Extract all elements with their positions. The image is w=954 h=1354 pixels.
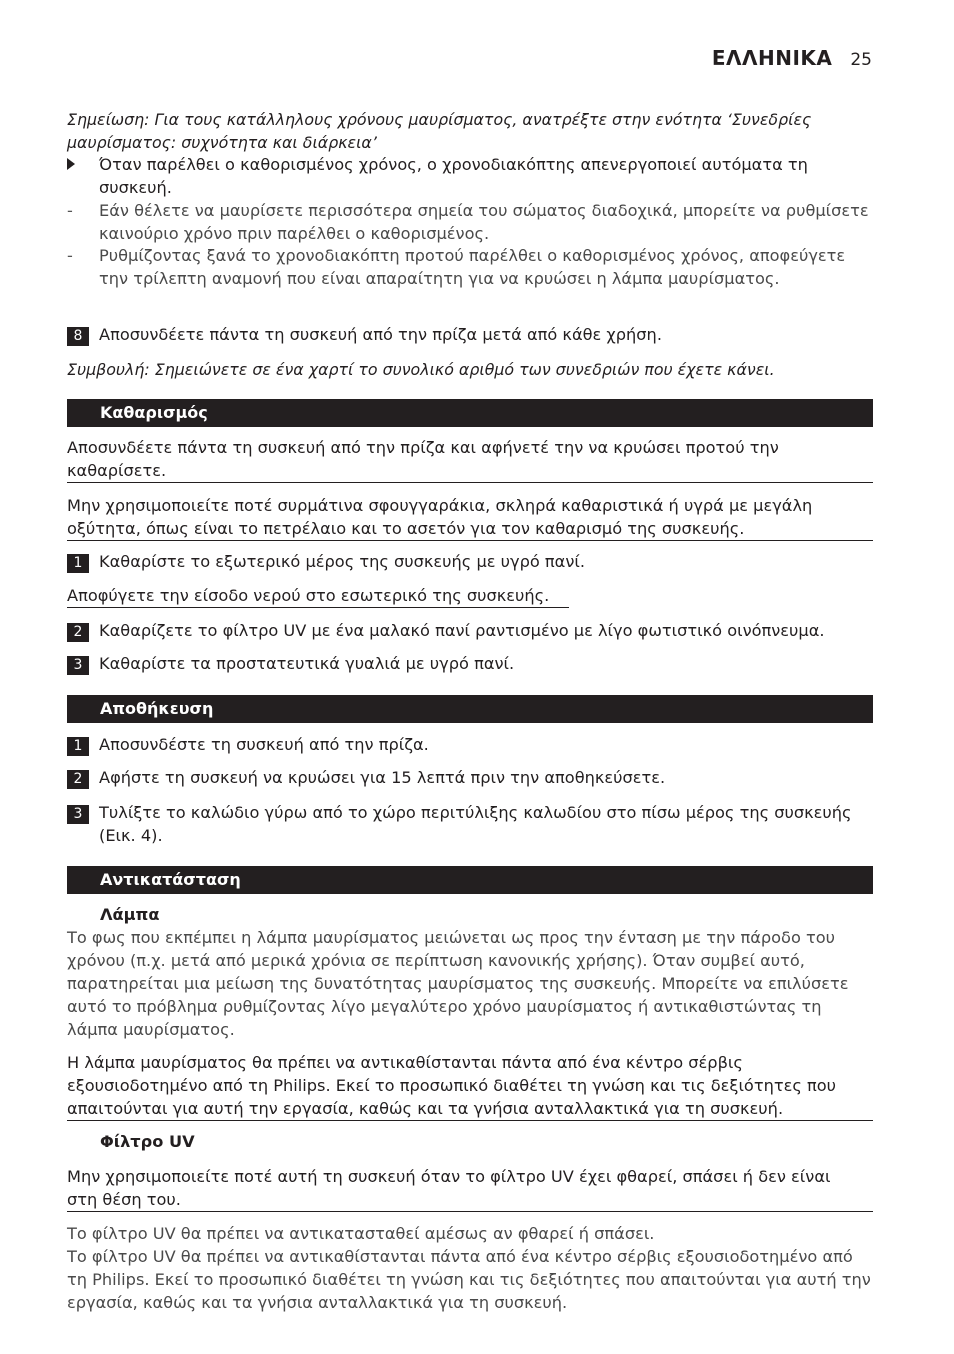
storage-step-2 bbox=[67, 766, 873, 789]
dash-icon: - bbox=[67, 246, 73, 265]
step-text: Αποσυνδέετε πάντα τη συσκευή από την πρίζα μετά από κάθε χρήση. bbox=[99, 325, 662, 344]
dash-item bbox=[67, 244, 873, 290]
subheading-lamp: Λάμπα bbox=[100, 905, 160, 924]
step-text: Αφήστε τη συσκευή να κρυώσει για 15 λεπτά πριν την αποθηκεύσετε. bbox=[99, 768, 666, 787]
language-label: ΕΛΛΗΝΙΚΑ bbox=[711, 46, 833, 70]
uv-filter-text-1: Το φίλτρο UV θα πρέπει να αντικατασταθεί αμέσως αν φθαρεί ή σπάσει. bbox=[67, 1224, 655, 1243]
uv-filter-text-2: Το φίλτρο UV θα πρέπει να αντικαθίστανται πάντα από ένα κέντρο σέρβις εξουσιοδοτημένο από τη Philips. Εκεί το προσωπικό διαθέτει τη γνώση και τις δεξιότητες που απαιτούνται για αυτή την εργασία, καθώς και τα γνήσια ανταλλακτικά για τη συσκευή. bbox=[67, 1247, 871, 1312]
step-number-badge: 1 bbox=[67, 554, 89, 573]
page-header bbox=[712, 46, 872, 70]
dash-icon: - bbox=[67, 201, 73, 220]
step-number-badge: 2 bbox=[67, 623, 89, 642]
bullet-triangle-icon bbox=[67, 153, 99, 176]
step-text: Καθαρίστε τα προστατευτικά γυαλιά με υγρό πανί. bbox=[99, 654, 515, 673]
cleaning-step-2 bbox=[67, 619, 873, 642]
step-text: Καθαρίστε το εξωτερικό μέρος της συσκευής με υγρό πανί. bbox=[99, 552, 585, 571]
warning-text: Η λάμπα μαυρίσματος θα πρέπει να αντικαθίστανται πάντα από ένα κέντρο σέρβις εξουσιοδοτημένο από τη Philips. Εκεί το προσωπικό διαθέτει τη γνώση και τις δεξιότητες που απαιτούνται για αυτή την εργασία, καθώς και τα γνήσια ανταλλακτικά για τη συσκευή. bbox=[67, 1051, 873, 1121]
cleaning-step-1 bbox=[67, 550, 873, 573]
dash-text: Ρυθμίζοντας ξανά το χρονοδιακόπτη προτού παρέλθει ο καθορισμένος χρόνος, αποφεύγετε την τρίλεπτη αναμονή που είναι απαραίτητη για να κρυώσει η λάμπα μαυρίσματος. bbox=[99, 246, 846, 288]
step-8 bbox=[67, 323, 873, 346]
section-title-replacement: Αντικατάσταση bbox=[67, 866, 873, 894]
warning-text: Μην χρησιμοποιείτε ποτέ συρμάτινα σφουγγαράκια, σκληρά καθαριστικά ή υγρά με μεγάλη οξύτητα, όπως είναι το πετρέλαιο και το ασετόν για τον καθαρισμό της συσκευής. bbox=[67, 494, 873, 541]
step-text: Καθαρίζετε το φίλτρο UV με ένα μαλακό πανί ραντισμένο με λίγο φωτιστικό οινόπνευμα. bbox=[99, 621, 825, 640]
bullet-text: Όταν παρέλθει ο καθορισμένος χρόνος, ο χρονοδιακόπτης απενεργοποιεί αυτόματα τη συσκευή. bbox=[99, 155, 808, 197]
dash-text: Εάν θέλετε να μαυρίσετε περισσότερα σημεία του σώματος διαδοχικά, μπορείτε να ρυθμίσετε καινούριο χρόνο πριν παρέλθει ο καθορισμένος. bbox=[99, 201, 869, 243]
section-title-cleaning: Καθαρισμός bbox=[67, 399, 873, 427]
step-number-badge: 1 bbox=[67, 737, 89, 756]
tip-text: Συμβουλή: Σημειώνετε σε ένα χαρτί το συνολικό αριθμό των συνεδριών που έχετε κάνει. bbox=[67, 360, 775, 379]
warning-text: Αποφύγετε την είσοδο νερού στο εσωτερικό της συσκευής. bbox=[67, 584, 569, 608]
step-number-badge: 3 bbox=[67, 656, 89, 675]
note-tanning-times: Σημείωση: Για τους κατάλληλους χρόνους μαυρίσματος, ανατρέξτε στην ενότητα ‘Συνεδρίες μαυρίσματος: συχνότητα και διάρκεια’ bbox=[67, 110, 812, 152]
step-number-badge: 3 bbox=[67, 805, 89, 824]
section-title-storage: Αποθήκευση bbox=[67, 695, 873, 723]
lamp-description: Το φως που εκπέμπει η λάμπα μαυρίσματος μειώνεται ως προς την ένταση με την πάροδο του χρόνου (π.χ. μετά από μερικά χρόνια σε περίπτωση κανονικής χρήσης). Όταν συμβεί αυτό, παρατηρείται μια μείωση της δυνατότητας μαυρίσματος της συσκευής. Μπορείτε να επιλύσετε αυτό το πρόβλημα ρυθμίζοντας λίγο μεγαλύτερο χρόνο μαυρίσματος ή αντικαθιστώντας τη λάμπα μαυρίσματος. bbox=[67, 928, 849, 1039]
dash-item bbox=[67, 199, 873, 245]
storage-step-3 bbox=[67, 801, 873, 847]
step-number-badge: 2 bbox=[67, 770, 89, 789]
page-number: 25 bbox=[850, 50, 872, 70]
warning-paragraph bbox=[67, 584, 873, 608]
step-text: Τυλίξτε το καλώδιο γύρω από το χώρο περιτύλιξης καλωδίου στο πίσω μέρος της συσκευής (Εικ. 4). bbox=[99, 803, 852, 845]
step-text: Αποσυνδέστε τη συσκευή από την πρίζα. bbox=[99, 735, 429, 754]
storage-step-1 bbox=[67, 733, 873, 756]
warning-paragraph bbox=[67, 1051, 873, 1121]
cleaning-step-3 bbox=[67, 652, 873, 675]
bullet-item bbox=[67, 153, 873, 199]
warning-paragraph bbox=[67, 494, 873, 541]
warning-paragraph bbox=[67, 1165, 873, 1212]
warning-text: Αποσυνδέετε πάντα τη συσκευή από την πρίζα και αφήνετέ την να κρυώσει προτού την καθαρίσετε. bbox=[67, 436, 873, 483]
step-number-badge: 8 bbox=[67, 327, 89, 346]
warning-text: Μην χρησιμοποιείτε ποτέ αυτή τη συσκευή όταν το φίλτρο UV έχει φθαρεί, σπάσει ή δεν είναι στη θέση του. bbox=[67, 1165, 873, 1212]
subheading-uv-filter: Φίλτρο UV bbox=[100, 1132, 195, 1151]
warning-paragraph bbox=[67, 436, 873, 483]
